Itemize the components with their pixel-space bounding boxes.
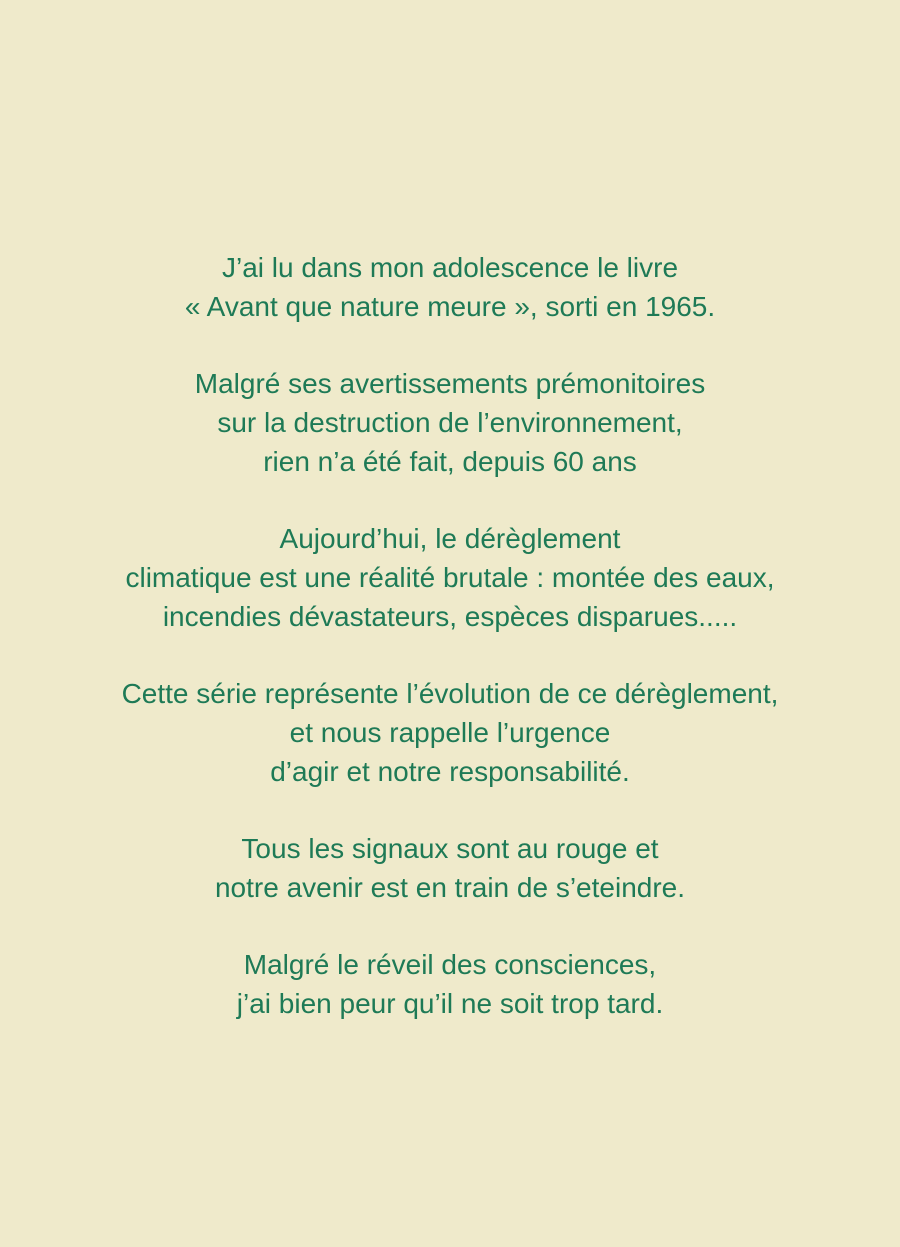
paragraph-2 <box>0 364 900 481</box>
text-line: Aujourd’hui, le dérèglement <box>279 523 621 554</box>
text-line: Cette série représente l’évolution de ce dérèglement, <box>121 678 779 709</box>
paragraph-6 <box>0 945 900 1023</box>
text-line: notre avenir est en train de s’eteindre. <box>214 872 686 903</box>
text-line: incendies dévastateurs, espèces disparues..... <box>162 601 738 632</box>
paragraph-1 <box>0 248 900 326</box>
text-line: sur la destruction de l’environnement, <box>217 407 683 438</box>
paragraph-4 <box>0 674 900 791</box>
text-line: Tous les signaux sont au rouge et <box>241 833 659 864</box>
paragraph-5 <box>0 829 900 907</box>
text-line: climatique est une réalité brutale : montée des eaux, <box>125 562 775 593</box>
text-line: « Avant que nature meure », sorti en 1965. <box>184 291 716 322</box>
text-line: rien n’a été fait, depuis 60 ans <box>263 446 637 477</box>
text-line: Malgré ses avertissements prémonitoires <box>194 368 706 399</box>
paragraph-3 <box>0 519 900 636</box>
text-line: J’ai lu dans mon adolescence le livre <box>221 252 679 283</box>
text-block <box>0 248 900 1061</box>
text-line: et nous rappelle l’urgence <box>289 717 611 748</box>
text-line: j’ai bien peur qu’il ne soit trop tard. <box>236 988 664 1019</box>
text-line: Malgré le réveil des consciences, <box>243 949 657 980</box>
text-line: d’agir et notre responsabilité. <box>270 756 630 787</box>
